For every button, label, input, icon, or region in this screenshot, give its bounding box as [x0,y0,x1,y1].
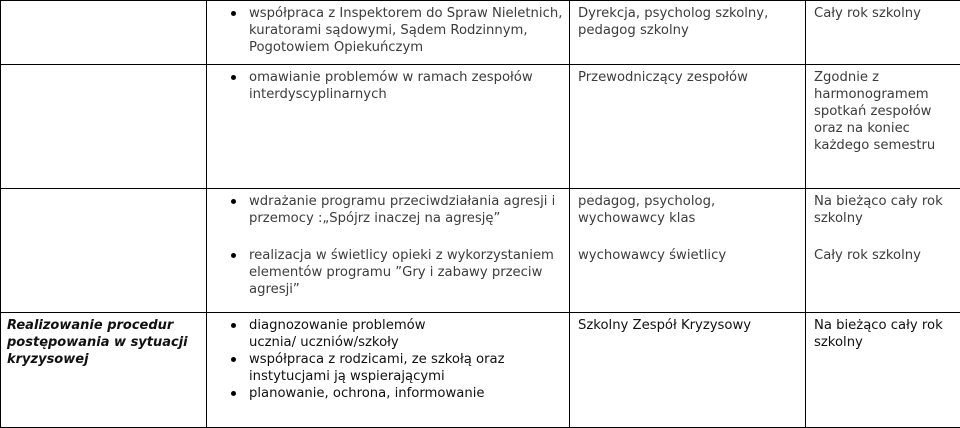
timing-text: Cały rok szkolny [814,247,959,264]
timing-text: Na bieżąco cały rok szkolny [814,193,959,227]
responsible-cell [570,65,806,189]
activities-cell [207,313,570,428]
list-item: diagnozowanie problemów [231,317,565,334]
list-item: planowanie, ochrona, informowanie [231,385,565,402]
timing-cell [806,313,960,428]
timing-cell [806,189,960,313]
responsible-cell [570,189,806,313]
list-item: wdrażanie programu przeciwdziałania agresji i przemocy :„Spójrz inaczej na agresję” [231,193,565,227]
area-cell [1,65,207,189]
timing-cell [806,65,960,189]
responsible-text: Dyrekcja, psycholog szkolny, pedagog szkolny [578,5,801,39]
timing-text: Cały rok szkolny [814,5,959,22]
responsible-text: wychowawcy świetlicy [578,247,801,264]
list-item: współpraca z Inspektorem do Spraw Nieletnich, kuratorami sądowymi, Sądem Rodzinnym, Pogotowiem Opiekuńczym [231,5,565,56]
activities-list [231,193,565,298]
activities-cell [207,189,570,313]
list-item: omawianie problemów w ramach zespołów interdyscyplinarnych [231,69,565,103]
activities-list [231,5,565,56]
area-cell [1,189,207,313]
list-item: ucznia/ uczniów/szkoły [231,334,565,351]
activities-list [231,317,565,402]
list-item: współpraca z rodzicami, ze szkołą oraz instytucjami ją wspierającymi [231,351,565,385]
timing-cell [806,1,960,65]
list-item: realizacja w świetlicy opieki z wykorzystaniem elementów programu ”Gry i zabawy przeciw agresji” [231,247,565,298]
timing-text: Na bieżąco cały rok szkolny [814,317,959,351]
area-cell [1,1,207,65]
responsible-cell [570,313,806,428]
responsible-text: Przewodniczący zespołów [578,69,801,86]
area-cell: Realizowanie procedur postępowania w sytuacji kryzysowej [1,313,207,428]
responsible-text: Szkolny Zespół Kryzysowy [578,317,801,334]
timing-text: Zgodnie z harmonogramem spotkań zespołów oraz na koniec każdego semestru [814,69,959,154]
responsible-cell [570,1,806,65]
activities-cell [207,1,570,65]
table-row [1,65,960,189]
table-row [1,1,960,65]
activities-cell [207,65,570,189]
table-row [1,189,960,313]
table-row [1,313,960,428]
activities-list [231,69,565,103]
responsible-text: pedagog, psycholog, wychowawcy klas [578,193,801,227]
